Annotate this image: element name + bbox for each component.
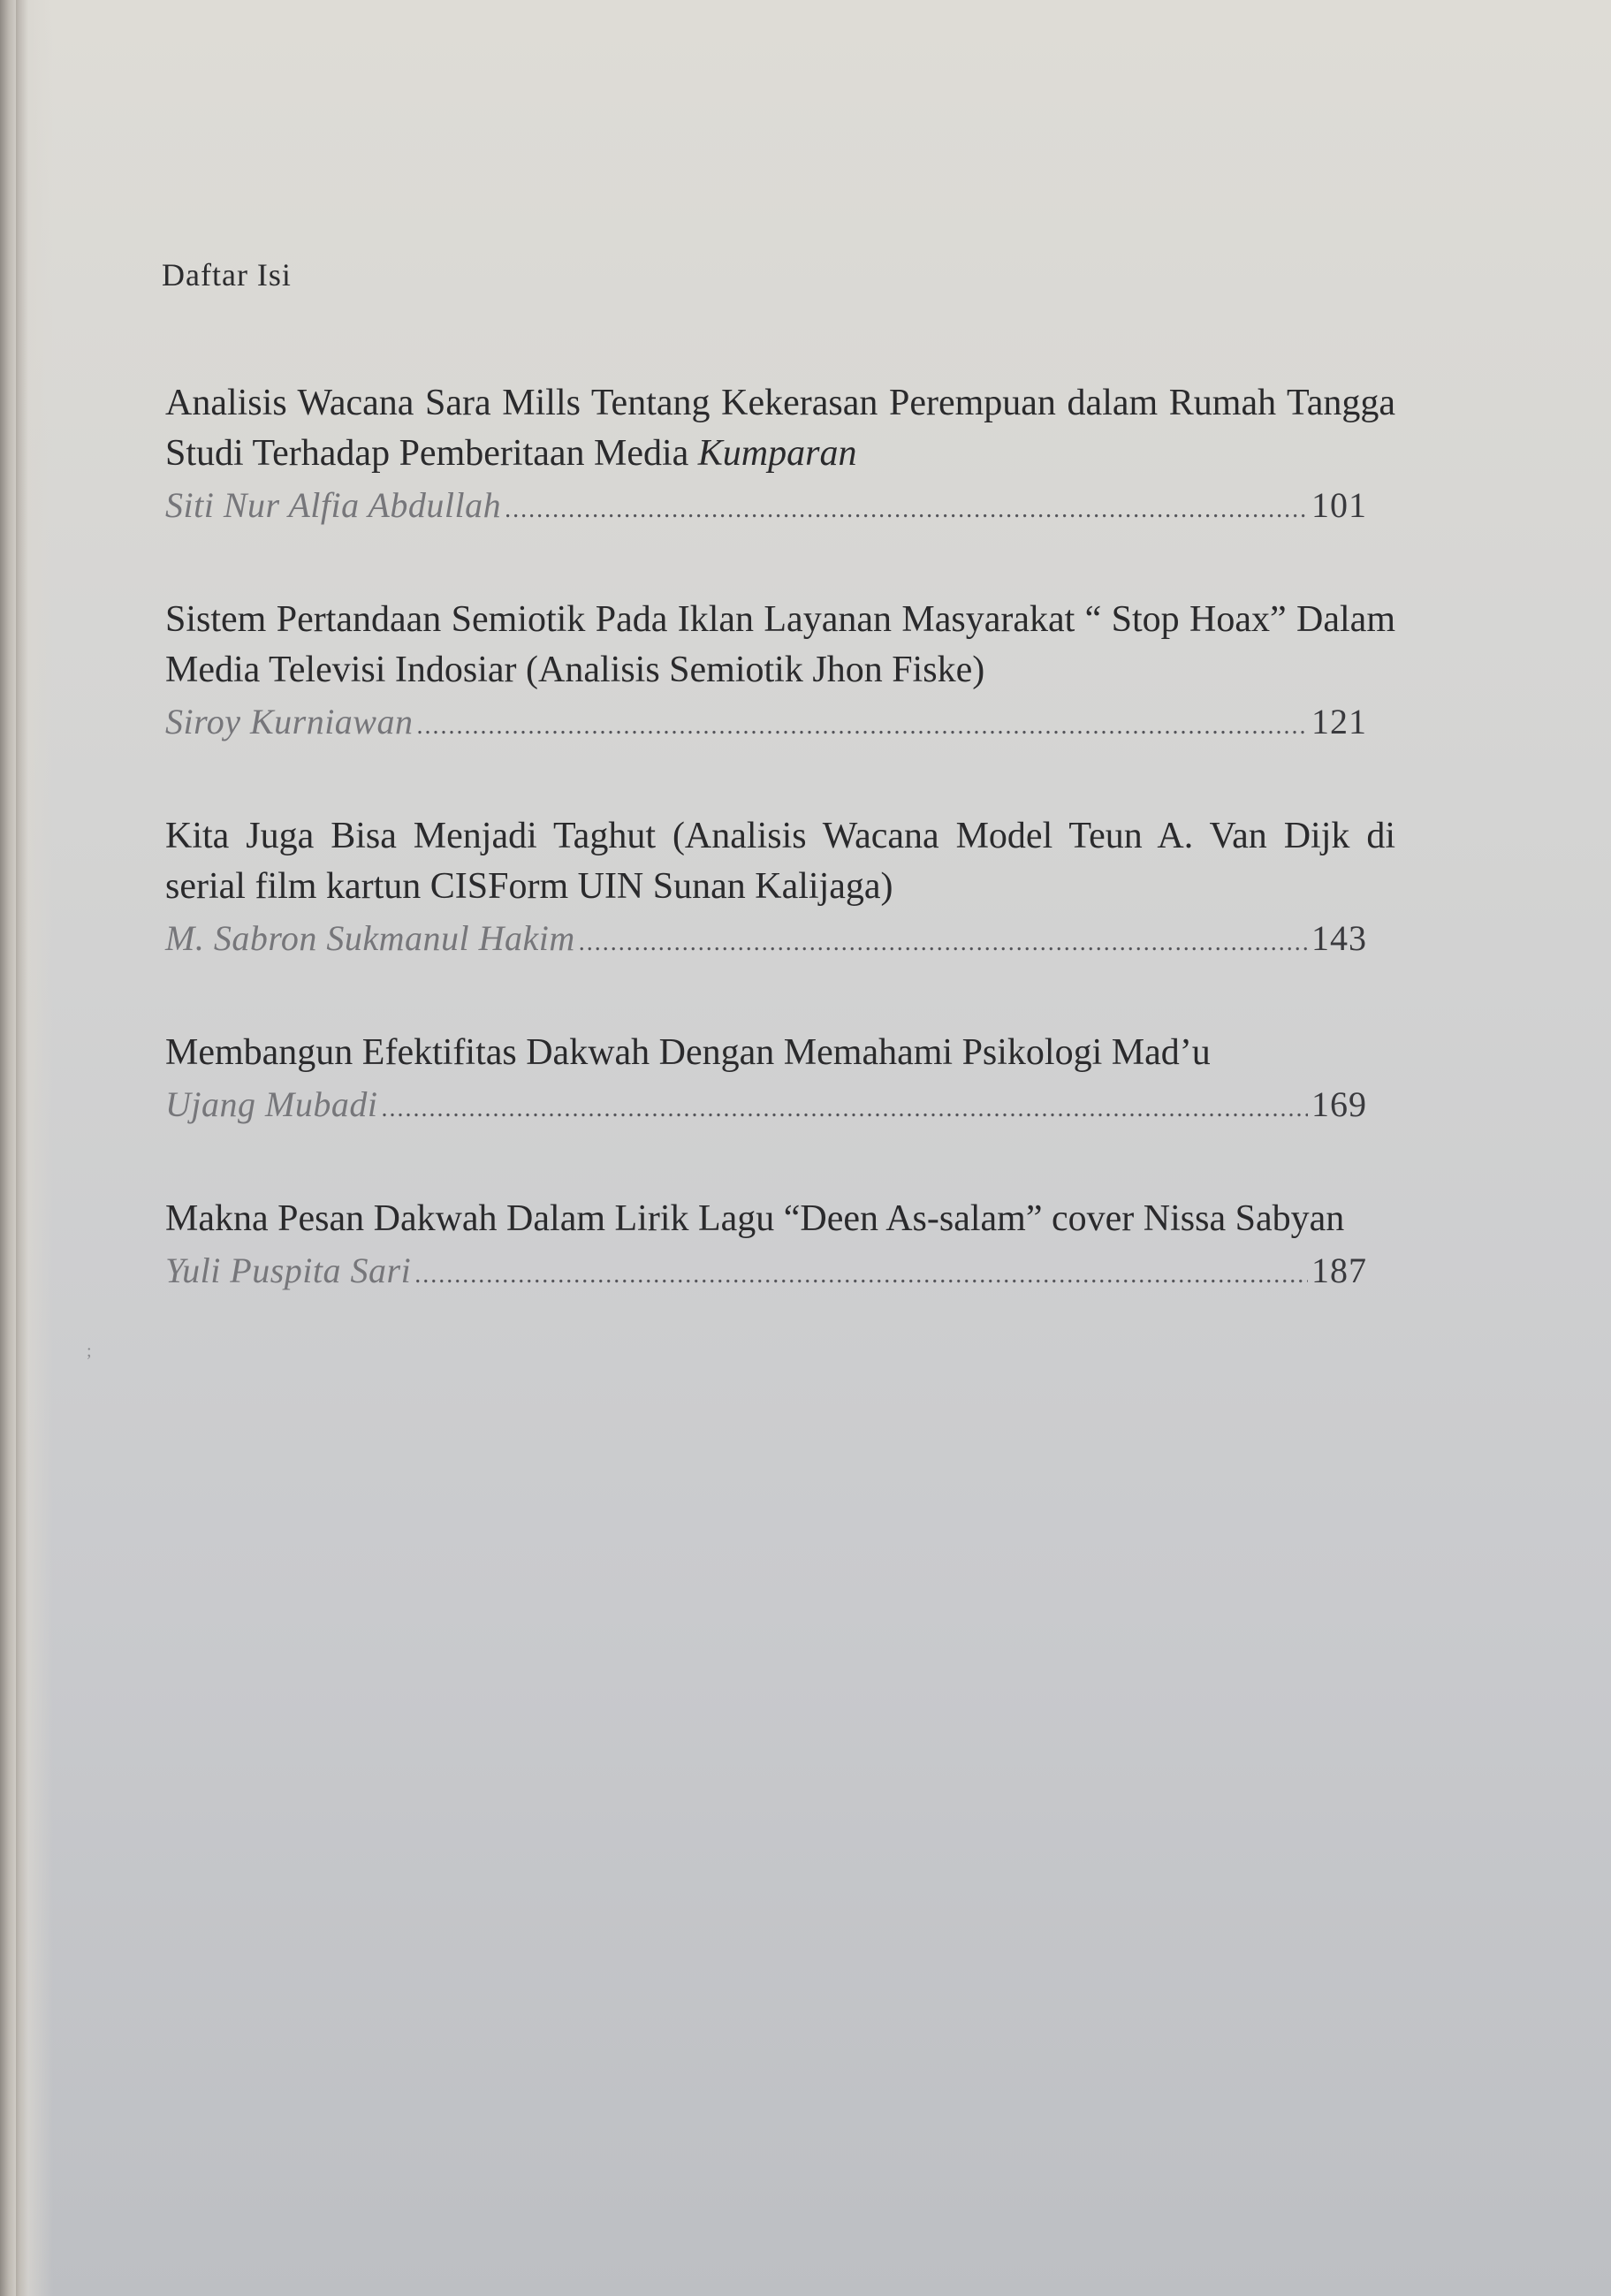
- toc-entry[interactable]: [165, 1194, 1395, 1300]
- margin-mark: ;: [87, 1342, 92, 1361]
- toc-entry[interactable]: [165, 595, 1395, 751]
- dot-leader: [381, 1084, 1308, 1134]
- toc-entry[interactable]: [165, 811, 1395, 968]
- entry-author: Siroy Kurniawan: [165, 702, 414, 741]
- toc-entry[interactable]: [165, 1028, 1395, 1134]
- entry-title: Kita Juga Bisa Menjadi Taghut (Analisis Wacana Model Teun A. Van Dijk di serial film kartun CISForm UIN Sunan Kalijaga): [165, 816, 1395, 907]
- entry-page-number: 101: [1311, 485, 1367, 525]
- entry-author-line: [165, 1246, 1367, 1300]
- toc-entry[interactable]: [165, 378, 1395, 535]
- table-of-contents: [165, 378, 1395, 1360]
- entry-title-emphasis: Kumparan: [697, 433, 857, 474]
- dot-leader: [414, 1251, 1308, 1300]
- entry-author-line: [165, 914, 1367, 968]
- dot-leader: [505, 485, 1308, 535]
- entry-page-number: 143: [1311, 918, 1367, 958]
- entry-author: M. Sabron Sukmanul Hakim: [165, 918, 575, 958]
- entry-author-line: [165, 1080, 1367, 1134]
- entry-author: Yuli Puspita Sari: [165, 1251, 412, 1290]
- entry-title: Membangun Efektifitas Dakwah Dengan Memahami Psikologi Mad’u: [165, 1032, 1211, 1073]
- dot-leader: [417, 702, 1309, 751]
- entry-author-line: [165, 697, 1367, 751]
- entry-author-line: [165, 481, 1367, 535]
- entry-author: Ujang Mubadi: [165, 1084, 378, 1124]
- entry-page-number: 121: [1311, 702, 1367, 741]
- entry-title: Sistem Pertandaan Semiotik Pada Iklan Layanan Masyarakat “ Stop Hoax” Dalam Media Televisi Indosiar (Analisis Semiotik Jhon Fiske): [165, 599, 1395, 690]
- running-header: Daftar Isi: [162, 257, 292, 293]
- dot-leader: [579, 918, 1308, 968]
- entry-page-number: 187: [1311, 1251, 1367, 1290]
- entry-page-number: 169: [1311, 1084, 1367, 1124]
- entry-title: Analisis Wacana Sara Mills Tentang Kekerasan Perempuan dalam Rumah Tangga Studi Terhadap Pemberitaan Media Kumparan: [165, 383, 1395, 474]
- spine-shadow: [16, 0, 28, 2296]
- entry-title: Makna Pesan Dakwah Dalam Lirik Lagu “Deen As-salam” cover Nissa Sabyan: [165, 1198, 1345, 1239]
- entry-author: Siti Nur Alfia Abdullah: [165, 485, 502, 525]
